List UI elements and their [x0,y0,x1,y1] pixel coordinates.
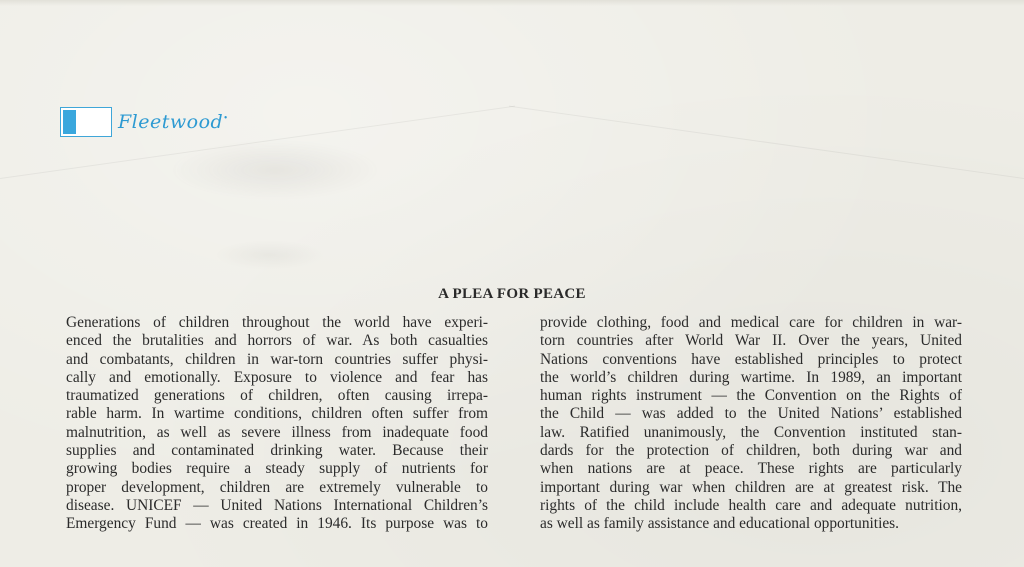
brand-name [118,111,228,133]
text-line: human rights instrument — the Convention on the Rights of [540,387,962,405]
ink-smudge-small [215,240,325,270]
text-line: proper development, children are extremely vulnerable to [66,478,488,496]
text-line: growing bodies require a steady supply of nutrients for [66,460,488,478]
text-line: enced the brutalities and horrors of war. As both casualties [66,332,488,350]
article-column-left [66,314,488,534]
text-line: when nations are at peace. These rights are particularly [540,460,962,478]
text-line: rable harm. In wartime conditions, children often suffer from [66,405,488,423]
text-line: Emergency Fund — was created in 1946. Its purpose was to [66,515,488,533]
article-column-right [540,314,962,534]
logo-box-fill [63,110,76,134]
logo-box-icon [60,107,112,137]
text-line: provide clothing, food and medical care for children in war- [540,314,962,331]
text-line: the world’s children during wartime. In 1989, an important [540,368,962,386]
brand-mark: • [223,113,229,123]
brand-name-text: Fleetwood [118,111,224,133]
text-line: and combatants, children in war-torn countries suffer physi- [66,350,488,368]
text-line: important during war when children are at greatest risk. The [540,478,962,496]
text-line: cally and emotionally. Exposure to violence and fear has [66,368,488,386]
text-line: traumatized generations of children, often causing irrepa- [66,387,488,405]
text-line: supplies and contaminated drinking water. Because their [66,442,488,460]
text-line: as well as family assistance and educational opportunities. [540,515,900,533]
text-line: torn countries after World War II. Over the years, United [540,332,962,350]
flap-fold-right [509,106,1024,179]
text-line: dards for the protection of children, both during war and [540,442,962,460]
text-line: law. Ratified unanimously, the Convention instituted stan- [540,423,962,441]
text-line: disease. UNICEF — United Nations International Children’s [66,496,488,514]
text-line: Generations of children throughout the world have experi- [66,314,488,331]
ink-smudge [170,140,380,200]
text-line: rights of the child include health care and adequate nutrition, [540,496,962,514]
envelope-top-edge [0,0,1024,6]
text-line: Nations conventions have established principles to protect [540,350,962,368]
text-line: the Child — was added to the United Nations’ established [540,405,962,423]
fleetwood-logo [60,107,228,137]
text-line: malnutrition, as well as severe illness from inadequate food [66,423,488,441]
article-title: A PLEA FOR PEACE [438,286,586,302]
